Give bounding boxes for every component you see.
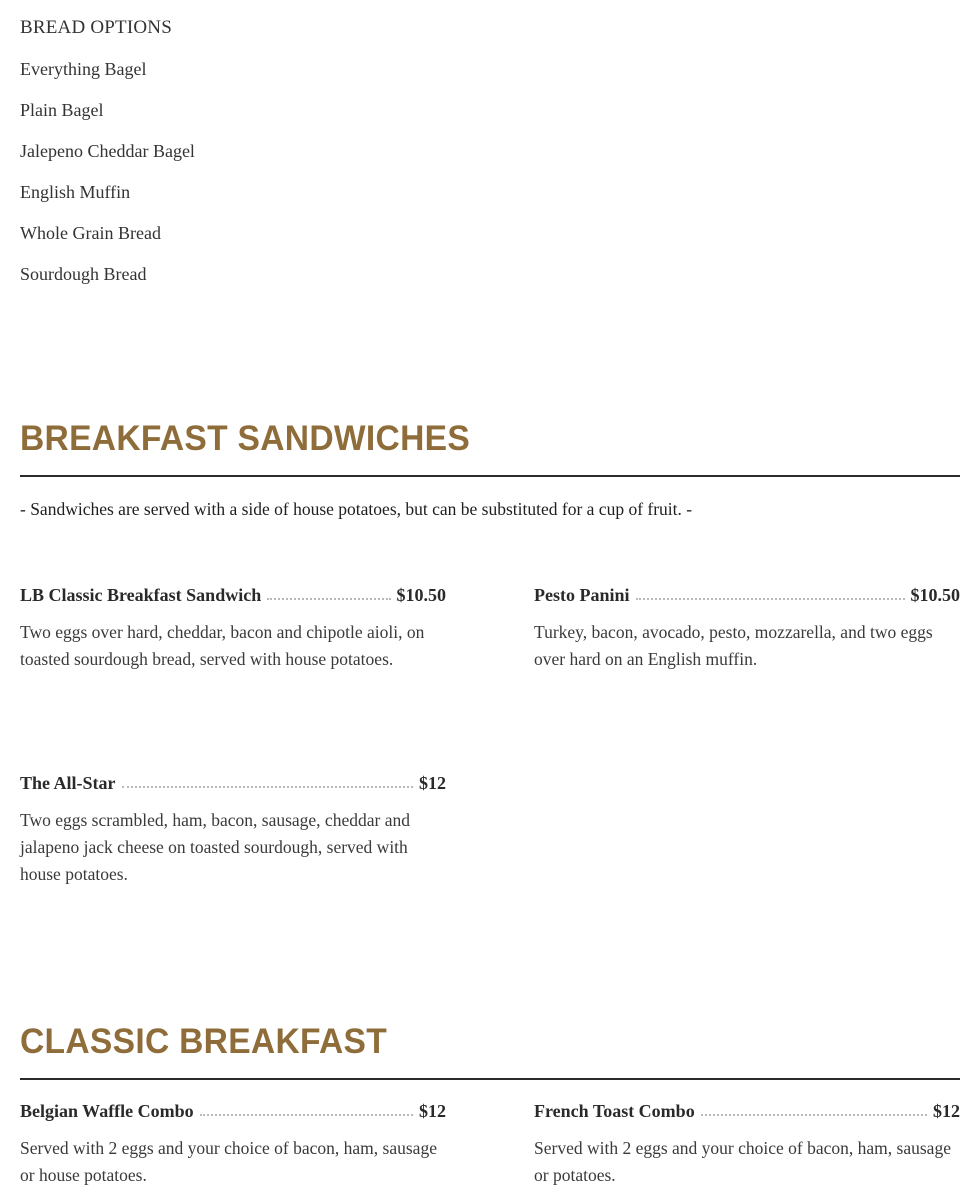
menu-item-description: Served with 2 eggs and your choice of bacon, ham, sausage or potatoes. [534, 1138, 951, 1185]
menu-item-description: Two eggs over hard, cheddar, bacon and chipotle aioli, on toasted sourdough bread, served with house potatoes. [20, 622, 425, 669]
menu-item-description: Turkey, bacon, avocado, pesto, mozzarella, and two eggs over hard on an English muffin. [534, 622, 933, 669]
bread-options-list [20, 57, 195, 286]
menu-item [20, 771, 446, 888]
menu-item-price: $10.50 [910, 585, 960, 605]
bread-option-item: Everything Bagel [20, 59, 147, 79]
menu-item-description: Served with 2 eggs and your choice of bacon, ham, sausage or house potatoes. [20, 1138, 437, 1185]
bread-option-item: Sourdough Bread [20, 264, 147, 284]
menu-item-name: The All-Star [20, 773, 116, 793]
menu-item [534, 583, 960, 673]
menu-item-description: Two eggs scrambled, ham, bacon, sausage, cheddar and jalapeno jack cheese on toasted sourdough, served with house potatoes. [20, 810, 410, 884]
bread-option-item: Whole Grain Bread [20, 223, 161, 243]
bread-options-title: BREAD OPTIONS [20, 17, 172, 38]
dot-leader [267, 598, 390, 600]
menu-item [20, 1099, 446, 1189]
bread-option-item: Plain Bagel [20, 100, 104, 120]
menu-item-header [20, 583, 446, 607]
bread-option-item: Jalepeno Cheddar Bagel [20, 141, 195, 161]
menu-item-header [534, 1099, 960, 1123]
menu-item [534, 1099, 960, 1189]
dot-leader [701, 1114, 927, 1116]
section-title-classic-breakfast: CLASSIC BREAKFAST [20, 1022, 388, 1061]
menu-item-header [20, 771, 446, 795]
bread-option-item: English Muffin [20, 182, 131, 202]
menu-item-name: Belgian Waffle Combo [20, 1101, 194, 1121]
section-divider [20, 1078, 960, 1080]
section-title-breakfast-sandwiches: BREAKFAST SANDWICHES [20, 419, 471, 458]
menu-item-name: LB Classic Breakfast Sandwich [20, 585, 262, 605]
menu-item-price: $12 [933, 1101, 960, 1121]
dot-leader [200, 1114, 413, 1116]
menu-item-price: $12 [419, 1101, 446, 1121]
menu-item-price: $10.50 [396, 585, 446, 605]
section-note: - Sandwiches are served with a side of house potatoes, but can be substituted for a cup of fruit. - [20, 499, 693, 519]
menu-item-name: French Toast Combo [534, 1101, 695, 1121]
bread-options [20, 16, 195, 286]
menu-item-price: $12 [419, 773, 446, 793]
dot-leader [636, 598, 905, 600]
section-divider [20, 475, 960, 477]
menu-item [20, 583, 446, 673]
menu-item-header [534, 583, 960, 607]
menu-item-name: Pesto Panini [534, 585, 630, 605]
dot-leader [122, 786, 413, 788]
menu-item-header [20, 1099, 446, 1123]
